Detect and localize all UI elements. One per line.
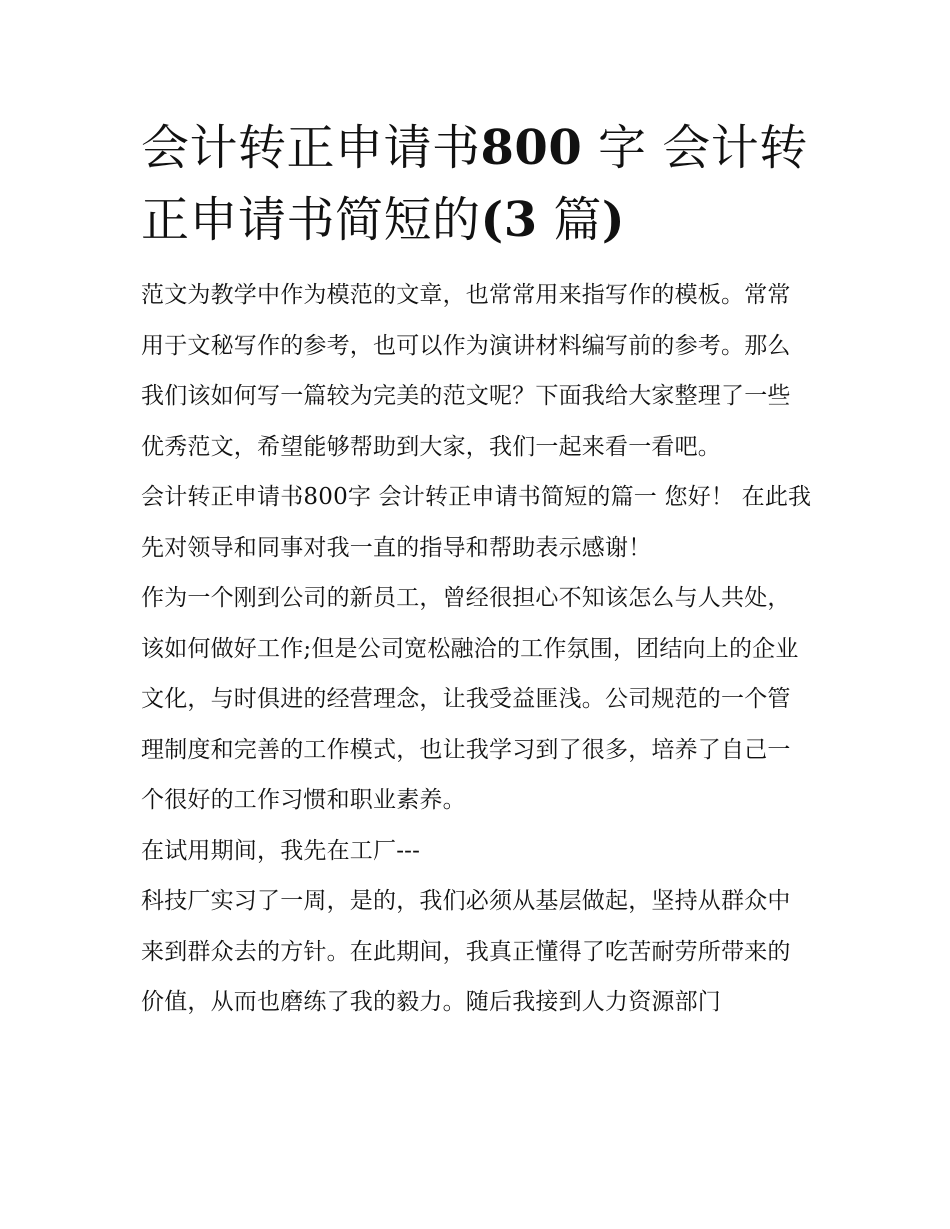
document-body: [141, 270, 813, 1028]
title-part-2: 800: [480, 120, 583, 176]
title-part-5: 篇: [553, 192, 602, 248]
paragraph-probation: 在试用期间，我先在工厂---: [141, 837, 421, 864]
title-part-4: (3: [480, 192, 538, 248]
paragraph-greeting: 会计转正申请书800字 会计转正申请书简短的篇一 您好！ 在此我先对领导和同事对我一直的指导和帮助表示感谢！: [141, 484, 812, 561]
title-part-1: 会计转正申请书: [141, 120, 481, 176]
paragraph-intro: 范文为教学中作为模范的文章，也常常用来指写作的模板。常常用于文秘写作的参考，也可以作为演讲材料编写前的参考。那么我们该如何写一篇较为完美的范文呢？下面我给大家整理了一些优秀范文，希望能够帮助到大家，我们一起来看一看吧。: [141, 282, 791, 460]
title-part-3: 字 会计转正申请书简短的: [141, 120, 808, 248]
title-part-6: ): [601, 192, 626, 248]
paragraph-internship: 科技厂实习了一周，是的，我们必须从基层做起，坚持从群众中来到群众去的方针。在此期间，我真正懂得了吃苦耐劳所带来的价值，从而也磨练了我的毅力。随后我接到人力资源部门: [141, 888, 791, 1015]
document-title: [141, 112, 813, 256]
paragraph-company: 作为一个刚到公司的新员工，曾经很担心不知该怎么与人共处，该如何做好工作;但是公司宽松融洽的工作氛围，团结向上的企业文化，与时俱进的经营理念，让我受益匪浅。公司规范的一个管理制度和完善的工作模式，也让我学习到了很多，培养了自己一个很好的工作习惯和职业素养。: [141, 585, 799, 813]
document-content: [141, 112, 813, 1028]
